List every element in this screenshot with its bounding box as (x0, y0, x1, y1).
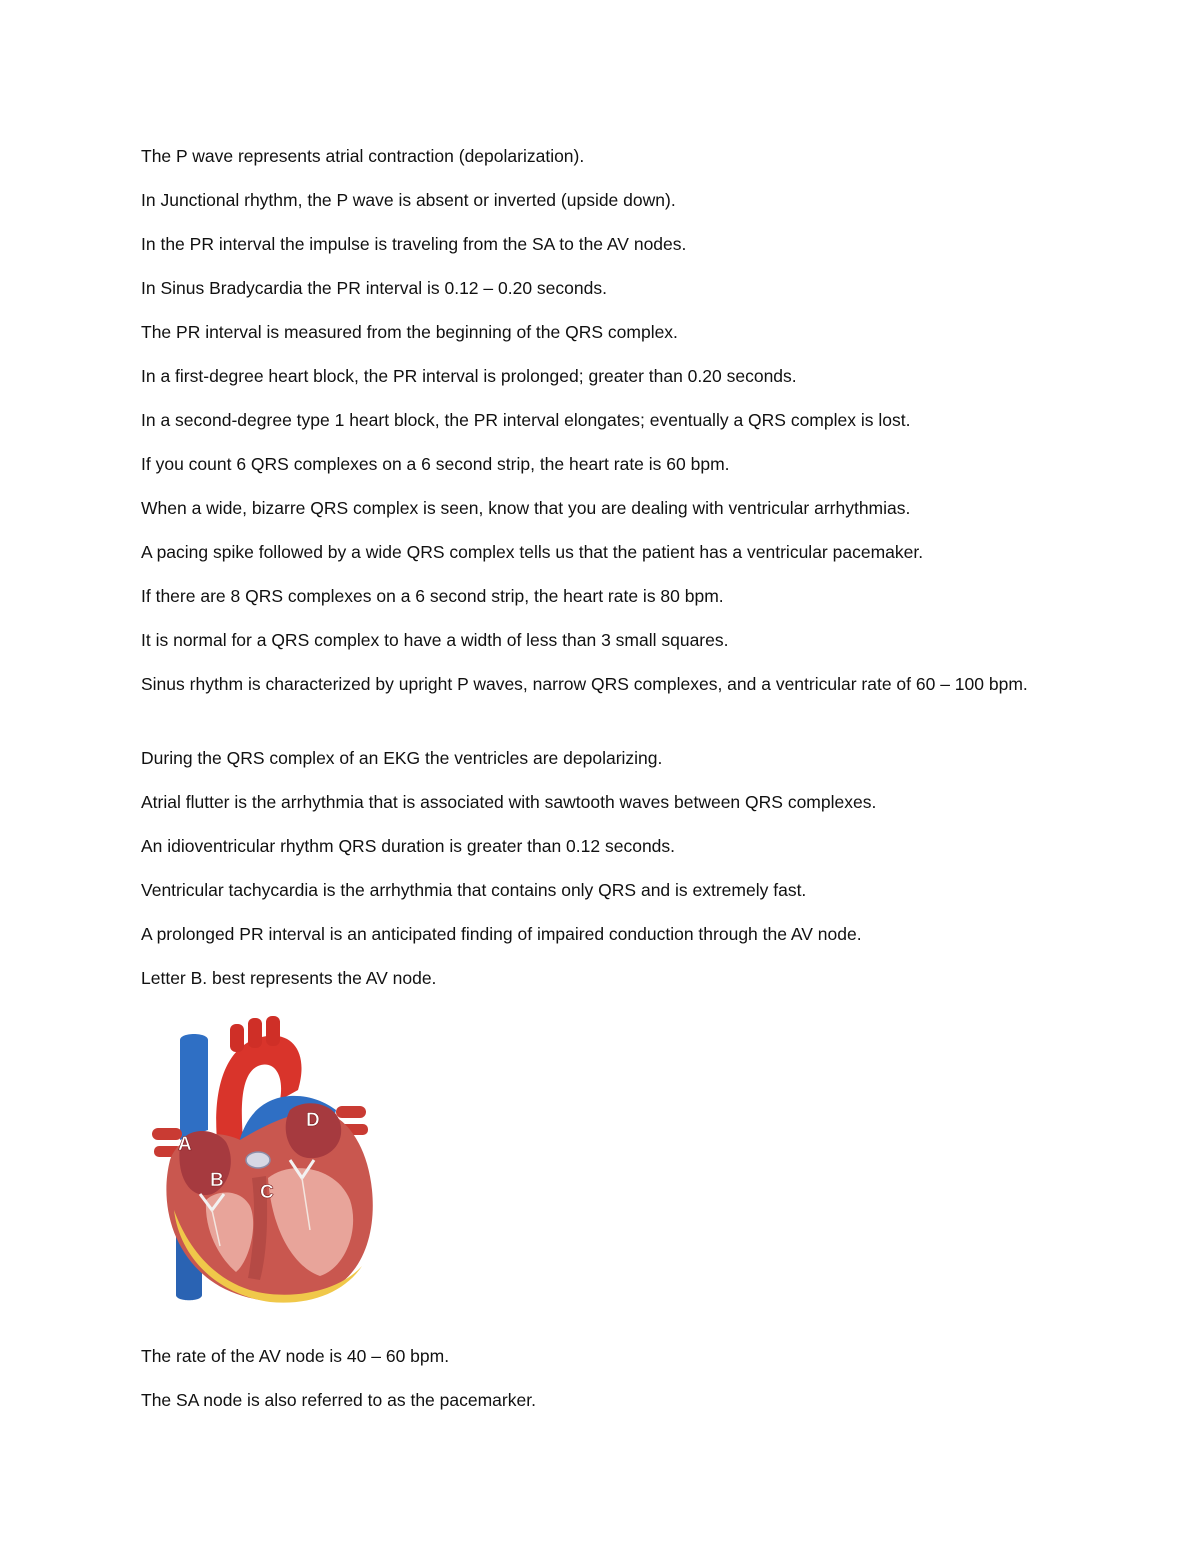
paragraph: A pacing spike followed by a wide QRS complex tells us that the patient has a ventricular pacemaker. (141, 542, 924, 562)
paragraph: An idioventricular rhythm QRS duration is greater than 0.12 seconds. (141, 836, 676, 856)
aortic-branch (248, 1018, 262, 1048)
heart-anatomy-illustration (140, 1010, 390, 1315)
aortic-branch (230, 1024, 244, 1052)
heart-diagram (140, 1010, 390, 1315)
paragraph: If you count 6 QRS complexes on a 6 second strip, the heart rate is 60 bpm. (141, 454, 730, 474)
paragraph: Ventricular tachycardia is the arrhythmia that contains only QRS and is extremely fast. (141, 880, 807, 900)
aortic-branch (266, 1016, 280, 1046)
label-c: C (260, 1182, 274, 1203)
paragraph: A prolonged PR interval is an anticipated finding of impaired conduction through the AV node. (141, 924, 862, 944)
label-b: B (210, 1170, 224, 1191)
aortic-valve (246, 1152, 270, 1168)
label-a: A (178, 1134, 192, 1155)
paragraph: In Junctional rhythm, the P wave is absent or inverted (upside down). (141, 190, 676, 210)
paragraph: It is normal for a QRS complex to have a width of less than 3 small squares. (141, 630, 729, 650)
paragraph: The rate of the AV node is 40 – 60 bpm. (141, 1346, 450, 1366)
paragraph: In a first-degree heart block, the PR interval is prolonged; greater than 0.20 seconds. (141, 366, 797, 386)
paragraph: In a second-degree type 1 heart block, the PR interval elongates; eventually a QRS complex is lost. (141, 410, 911, 430)
paragraph: During the QRS complex of an EKG the ventricles are depolarizing. (141, 748, 663, 768)
paragraph: In Sinus Bradycardia the PR interval is 0.12 – 0.20 seconds. (141, 278, 607, 298)
superior-vena-cava (180, 1034, 208, 1140)
paragraph: The SA node is also referred to as the pacemarker. (141, 1390, 536, 1410)
paragraph: When a wide, bizarre QRS complex is seen, know that you are dealing with ventricular arrhythmias. (141, 498, 911, 518)
paragraph: The PR interval is measured from the beginning of the QRS complex. (141, 322, 678, 342)
paragraph: Sinus rhythm is characterized by upright P waves, narrow QRS complexes, and a ventricular rate of 60 – 100 bpm. (141, 674, 1028, 694)
paragraph: Atrial flutter is the arrhythmia that is associated with sawtooth waves between QRS complexes. (141, 792, 877, 812)
paragraph: In the PR interval the impulse is traveling from the SA to the AV nodes. (141, 234, 687, 254)
pulmonary-vein (336, 1106, 366, 1118)
label-d: D (306, 1110, 320, 1131)
paragraph: If there are 8 QRS complexes on a 6 second strip, the heart rate is 80 bpm. (141, 586, 724, 606)
paragraph: Letter B. best represents the AV node. (141, 968, 437, 988)
paragraph: The P wave represents atrial contraction (depolarization). (141, 146, 585, 166)
